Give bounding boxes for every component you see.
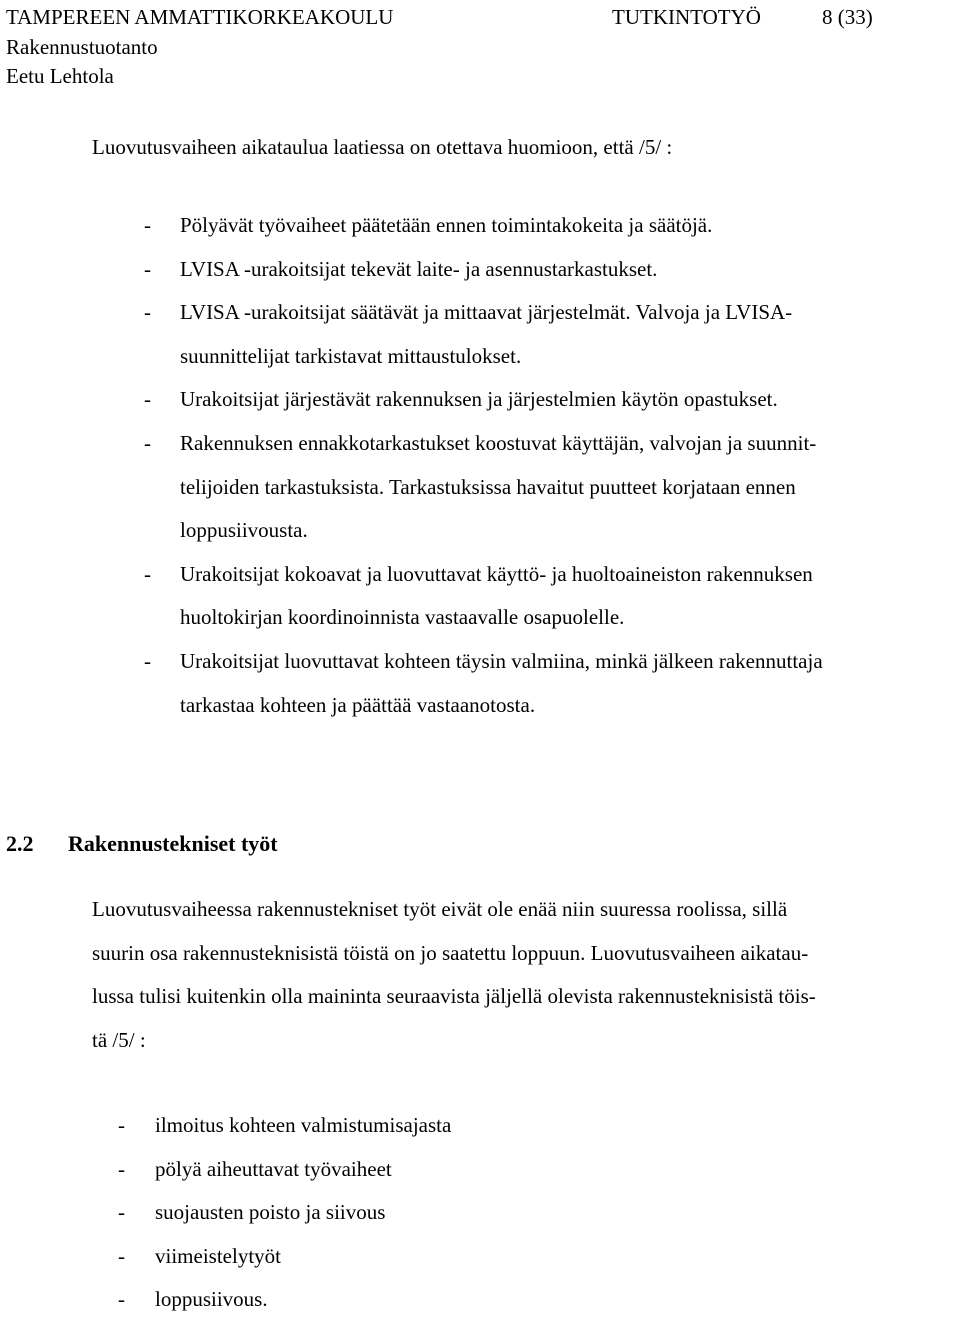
list-item-line: telijoiden tarkastuksista. Tarkastuksissa havaitut puutteet korjataan ennen <box>180 474 796 499</box>
list-item-line: huoltokirjan koordinoinnista vastaavalle osapuolelle. <box>180 605 625 630</box>
list-item-line: Rakennuksen ennakkotarkastukset koostuvat käyttäjän, valvojan ja suunnit- <box>180 430 817 455</box>
paragraph-line: suurin osa rakennusteknisistä töistä on jo saatettu loppuun. Luovutusvaiheen aikatau- <box>92 940 809 965</box>
remaining-works-list <box>118 1104 451 1322</box>
list-item-line: loppusiivousta. <box>180 518 308 543</box>
bullet-dash: - <box>144 561 151 586</box>
list-item-line: Urakoitsijat järjestävät rakennuksen ja järjestelmien käytön opastukset. <box>180 387 778 412</box>
list-item <box>144 204 954 248</box>
list-item <box>144 291 954 378</box>
bullet-dash: - <box>144 430 151 455</box>
list-item <box>144 248 954 292</box>
bullet-dash: - <box>144 256 151 281</box>
list-item <box>144 640 954 727</box>
requirements-list <box>144 204 954 727</box>
header-doc-type: TUTKINTOTYÖ <box>612 5 761 29</box>
section-title: Rakennustekniset työt <box>68 831 278 856</box>
paragraph-line: Luovutusvaiheessa rakennustekniset työt eivät ole enää niin suuressa roolissa, sillä <box>92 897 788 921</box>
section-paragraph <box>92 888 816 1062</box>
list-item-text: pölyä aiheuttavat työvaiheet <box>155 1156 392 1181</box>
section-number: 2.2 <box>6 831 34 856</box>
header-school: TAMPEREEN AMMATTIKORKEAKOULU <box>6 5 394 29</box>
header-department: Rakennustuotanto <box>6 35 158 59</box>
section-heading <box>6 828 278 860</box>
list-item <box>118 1191 451 1235</box>
list-item <box>144 422 954 553</box>
bullet-dash: - <box>144 387 151 412</box>
list-item-line: LVISA -urakoitsijat säätävät ja mittaavat järjestelmät. Valvoja ja LVISA- <box>180 300 793 325</box>
header-author: Eetu Lehtola <box>6 64 114 88</box>
list-item <box>118 1104 451 1148</box>
list-item-line: LVISA -urakoitsijat tekevät laite- ja asennustarkastukset. <box>180 256 658 281</box>
bullet-dash: - <box>118 1113 125 1137</box>
list-item <box>144 553 954 640</box>
intro-paragraph: Luovutusvaiheen aikataulua laatiessa on otettava huomioon, että /5/ : <box>92 135 673 159</box>
bullet-dash: - <box>118 1243 125 1268</box>
paragraph-line: tä /5/ : <box>92 1027 146 1052</box>
list-item-text: viimeistelytyöt <box>155 1243 281 1268</box>
list-item-text: suojausten poisto ja siivous <box>155 1200 386 1225</box>
list-item-line: Pölyävät työvaiheet päätetään ennen toimintakokeita ja säätöjä. <box>180 213 713 237</box>
list-item <box>118 1148 451 1192</box>
list-item <box>144 378 954 422</box>
list-item <box>118 1278 451 1322</box>
list-item-line: Urakoitsijat luovuttavat kohteen täysin valmiina, minkä jälkeen rakennuttaja <box>180 648 823 673</box>
bullet-dash: - <box>144 300 151 325</box>
list-item-line: tarkastaa kohteen ja päättää vastaanotosta. <box>180 692 536 717</box>
list-item-line: Urakoitsijat kokoavat ja luovuttavat käyttö- ja huoltoaineiston rakennuksen <box>180 561 813 586</box>
bullet-dash: - <box>118 1200 125 1225</box>
bullet-dash: - <box>144 648 151 673</box>
list-item-line: suunnittelijat tarkistavat mittaustulokset. <box>180 343 522 368</box>
paragraph-line: lussa tulisi kuitenkin olla maininta seuraavista jäljellä olevista rakennusteknisistä töis- <box>92 984 816 1009</box>
list-item-text: loppusiivous. <box>155 1287 268 1312</box>
list-item <box>118 1235 451 1279</box>
bullet-dash: - <box>118 1287 125 1312</box>
header-page-number: 8 (33) <box>822 5 873 29</box>
bullet-dash: - <box>144 213 151 237</box>
list-item-text: ilmoitus kohteen valmistumisajasta <box>155 1113 452 1137</box>
bullet-dash: - <box>118 1156 125 1181</box>
